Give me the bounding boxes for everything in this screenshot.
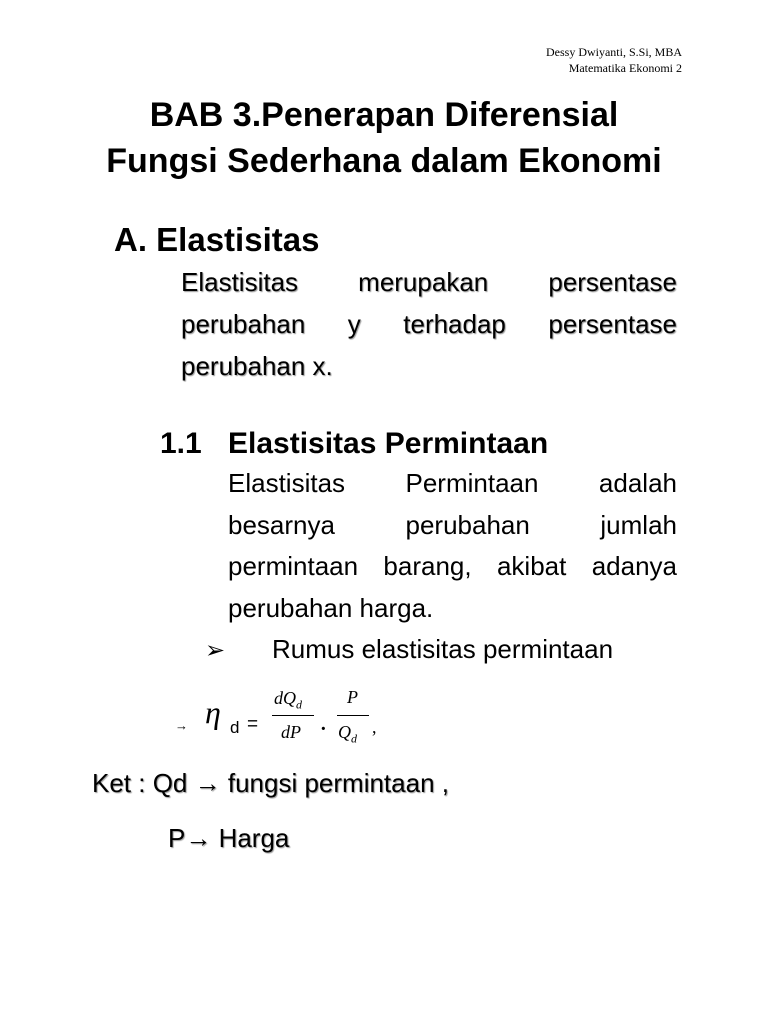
header-course: Matematika Ekonomi 2 xyxy=(568,61,682,75)
formula-numerator-1: $dQ_d$ xyxy=(274,688,302,712)
price-line xyxy=(168,818,289,858)
ket-line xyxy=(92,763,449,803)
formula-denominator-1: dP xyxy=(281,722,301,742)
page-header xyxy=(546,44,682,76)
formula-numerator-2: P xyxy=(347,687,358,707)
ket-label: Ket : Qd xyxy=(92,768,188,798)
formula-fraction-bar-2 xyxy=(337,715,369,716)
formula-subscript-d: d xyxy=(230,718,240,737)
ket-description: fungsi permintaan , xyxy=(220,768,449,798)
right-arrow-icon: → xyxy=(194,768,221,798)
formula-arrow: → xyxy=(175,718,188,733)
right-arrow-icon: → xyxy=(185,823,212,853)
price-description: Harga xyxy=(211,823,290,853)
bullet-text: Rumus elastisitas permintaan xyxy=(272,634,614,664)
price-label: P xyxy=(168,823,186,853)
arrowhead-bullet-icon: ➢ xyxy=(205,637,226,664)
formula-fraction-bar-1 xyxy=(272,715,314,716)
chapter-title-line-2: Fungsi Sederhana dalam Ekonomi xyxy=(106,142,662,180)
section-a-paragraph: Elastisitas merupakan persentase perubahan y terhadap persentase perubahan x. xyxy=(181,267,677,381)
section-1-1-title: Elastisitas Permintaan xyxy=(228,427,549,460)
chapter-title xyxy=(0,92,768,184)
section-1-1-paragraph: Elastisitas Permintaan adalah besarnya perubahan jumlah permintaan barang, akibat adanya perubahan harga. xyxy=(228,468,677,623)
formula-eta: η xyxy=(205,694,221,730)
section-1-1-heading xyxy=(160,423,548,465)
formula-equals: = xyxy=(247,714,259,735)
formula-bullet xyxy=(205,629,613,671)
chapter-title-line-1: BAB 3.Penerapan Diferensial xyxy=(149,96,619,134)
formula-comma: , xyxy=(372,717,377,737)
header-author: Dessy Dwiyanti, S.Si, MBA xyxy=(545,45,682,59)
section-a-heading: A. Elastisitas xyxy=(114,221,320,258)
formula-dot: · xyxy=(320,718,327,740)
formula-denominator-2: $Q_d$ xyxy=(338,722,357,746)
section-1-1-number: 1.1 xyxy=(160,427,202,460)
